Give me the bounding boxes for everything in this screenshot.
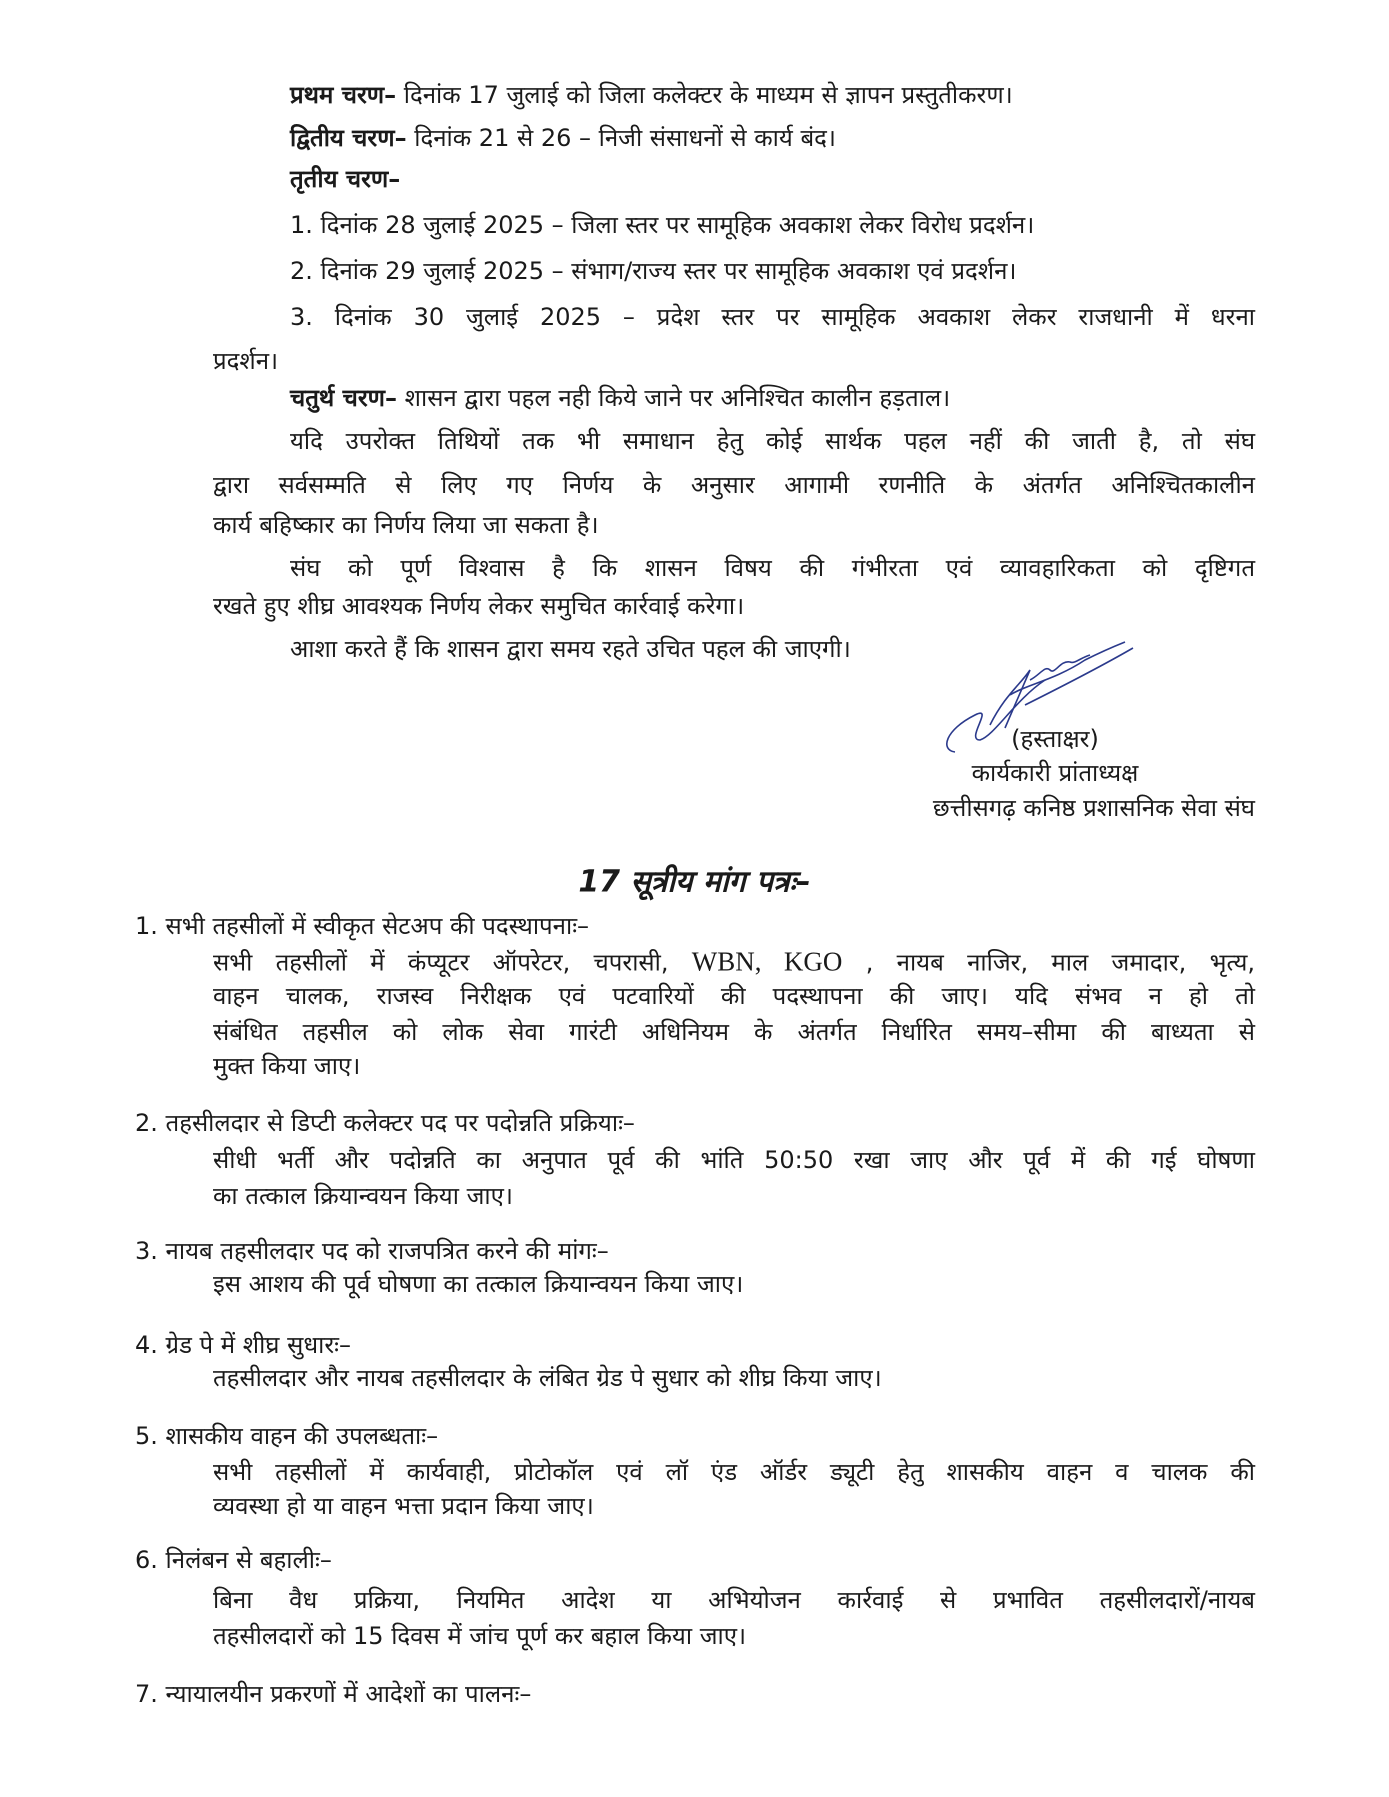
phase-third-item	[290, 300, 1255, 334]
paragraph-line	[290, 551, 1255, 585]
signature-stroke	[1010, 642, 1125, 695]
demand-text: सभी तहसीलों में कंप्यूटर ऑपरेटर, चपरासी,	[213, 948, 692, 977]
demand-line: तहसीलदारों को 15 दिवस में जांच पूर्ण कर बहाल किया जाए।	[213, 1622, 747, 1650]
demands-title: 17 सूत्रीय मांग पत्रः–	[578, 864, 811, 900]
phase-first	[290, 78, 1013, 112]
demand-heading: 2. तहसीलदार से डिप्टी कलेक्टर पद पर पदोन्नति प्रक्रियाः–	[135, 1109, 635, 1137]
demand-line	[213, 1455, 1255, 1489]
phase-fourth-text: शासन द्वारा पहल नही किये जाने पर अनिश्चित कालीन हड़ताल।	[397, 384, 951, 412]
signature-stroke	[1025, 648, 1133, 705]
phase-first-text: दिनांक 17 जुलाई को जिला कलेक्टर के माध्यम से ज्ञापन प्रस्तुतीकरण।	[396, 81, 1013, 109]
paragraph-line: रखते हुए शीघ्र आवश्यक निर्णय लेकर समुचित कार्रवाई करेगा।	[213, 592, 745, 620]
demand-line-text: वाहन चालक, राजस्व निरीक्षक एवं पटवारियों की पदस्थापना की जाए। यदि संभव न हो तो	[213, 982, 1255, 1010]
paragraph-line: आशा करते हैं कि शासन द्वारा समय रहते उचित पहल की जाएगी।	[290, 635, 851, 663]
demand-line-text: सभी तहसीलों में कार्यवाही, प्रोटोकॉल एवं लॉ एंड ऑर्डर ड्यूटी हेतु शासकीय वाहन व चालक की	[213, 1458, 1255, 1486]
demand-line: तहसीलदार और नायब तहसीलदार के लंबित ग्रेड पे सुधार को शीघ्र किया जाए।	[213, 1364, 882, 1392]
demand-line-text	[213, 945, 1255, 980]
demand-line-text: सीधी भर्ती और पदोन्नति का अनुपात पूर्व की भांति 50:50 रखा जाए और पूर्व में की गई घोषणा	[213, 1146, 1255, 1174]
demand-line	[213, 945, 1255, 980]
demand-heading: 1. सभी तहसीलों में स्वीकृत सेटअप की पदस्थापनाः–	[135, 912, 590, 940]
phase-third-item-text: 3. दिनांक 30 जुलाई 2025 – प्रदेश स्तर पर सामूहिक अवकाश लेकर राजधानी में धरना	[290, 303, 1255, 331]
phase-second-text: दिनांक 21 से 26 – निजी संसाधनों से कार्य बंद।	[406, 124, 836, 152]
phase-fourth-label: चतुर्थ चरण–	[290, 384, 398, 412]
phase-third-item-cont: प्रदर्शन।	[213, 347, 279, 375]
signature-stroke	[990, 670, 1030, 728]
paragraph-text: यदि उपरोक्त तिथियों तक भी समाधान हेतु कोई सार्थक पहल नहीं की जाती है, तो संघ	[290, 427, 1255, 455]
paragraph-line: कार्य बहिष्कार का निर्णय लिया जा सकता है।	[213, 511, 599, 539]
phase-first-label: प्रथम चरण–	[290, 81, 397, 109]
phase-third-item: 1. दिनांक 28 जुलाई 2025 – जिला स्तर पर सामूहिक अवकाश लेकर विरोध प्रदर्शन।	[290, 211, 1035, 239]
phase-fourth	[290, 381, 950, 415]
demand-heading: 3. नायब तहसीलदार पद को राजपत्रित करने की मांगः–	[135, 1237, 609, 1265]
demand-heading: 4. ग्रेड पे में शीघ्र सुधारः–	[135, 1331, 351, 1359]
demand-line	[213, 979, 1255, 1013]
demand-line: इस आशय की पूर्व घोषणा का तत्काल क्रियान्वयन किया जाए।	[213, 1270, 744, 1298]
demand-heading: 5. शासकीय वाहन की उपलब्धताः–	[135, 1422, 439, 1450]
demand-heading: 7. न्यायालयीन प्रकरणों में आदेशों का पालनः–	[135, 1680, 532, 1708]
phase-second	[290, 121, 836, 155]
paragraph-line	[290, 424, 1255, 458]
signatory-designation: कार्यकारी प्रांताध्यक्ष	[971, 759, 1139, 787]
paragraph-text: संघ को पूर्ण विश्वास है कि शासन विषय की गंभीरता एवं व्यावहारिकता को दृष्टिगत	[290, 554, 1255, 582]
signatory-organization: छत्तीसगढ़ कनिष्ठ प्रशासनिक सेवा संघ	[932, 794, 1255, 822]
demand-line-text: संबंधित तहसील को लोक सेवा गारंटी अधिनियम के अंतर्गत निर्धारित समय–सीमा की बाध्यता से	[213, 1018, 1255, 1046]
demand-line-text: बिना वैध प्रक्रिया, नियमित आदेश या अभियोजन कार्रवाई से प्रभावित तहसीलदारों/नायब	[213, 1586, 1255, 1614]
phase-third-label: तृतीय चरण–	[290, 165, 401, 193]
demand-line	[213, 1143, 1255, 1177]
phase-second-label: द्वितीय चरण–	[290, 124, 407, 152]
demand-text-latin: WBN, KGO	[691, 946, 843, 977]
demand-line	[213, 1015, 1255, 1049]
paragraph-line	[213, 468, 1255, 502]
demand-line	[213, 1583, 1255, 1617]
paragraph-text: द्वारा सर्वसम्मति से लिए गए निर्णय के अनुसार आगामी रणनीति के अंतर्गत अनिश्चितकालीन	[213, 471, 1255, 499]
demand-heading: 6. निलंबन से बहालीः–	[135, 1546, 332, 1574]
demand-text: , नायब नाजिर, माल जमादार, भृत्य,	[842, 948, 1255, 977]
demand-line: व्यवस्था हो या वाहन भत्ता प्रदान किया जाए।	[213, 1492, 594, 1520]
demand-line: का तत्काल क्रियान्वयन किया जाए।	[213, 1182, 513, 1210]
signature-label: (हस्ताक्षर)	[1011, 725, 1099, 753]
phase-third-item: 2. दिनांक 29 जुलाई 2025 – संभाग/राज्य स्तर पर सामूहिक अवकाश एवं प्रदर्शन।	[290, 257, 1017, 285]
demand-line: मुक्त किया जाए।	[213, 1052, 361, 1080]
